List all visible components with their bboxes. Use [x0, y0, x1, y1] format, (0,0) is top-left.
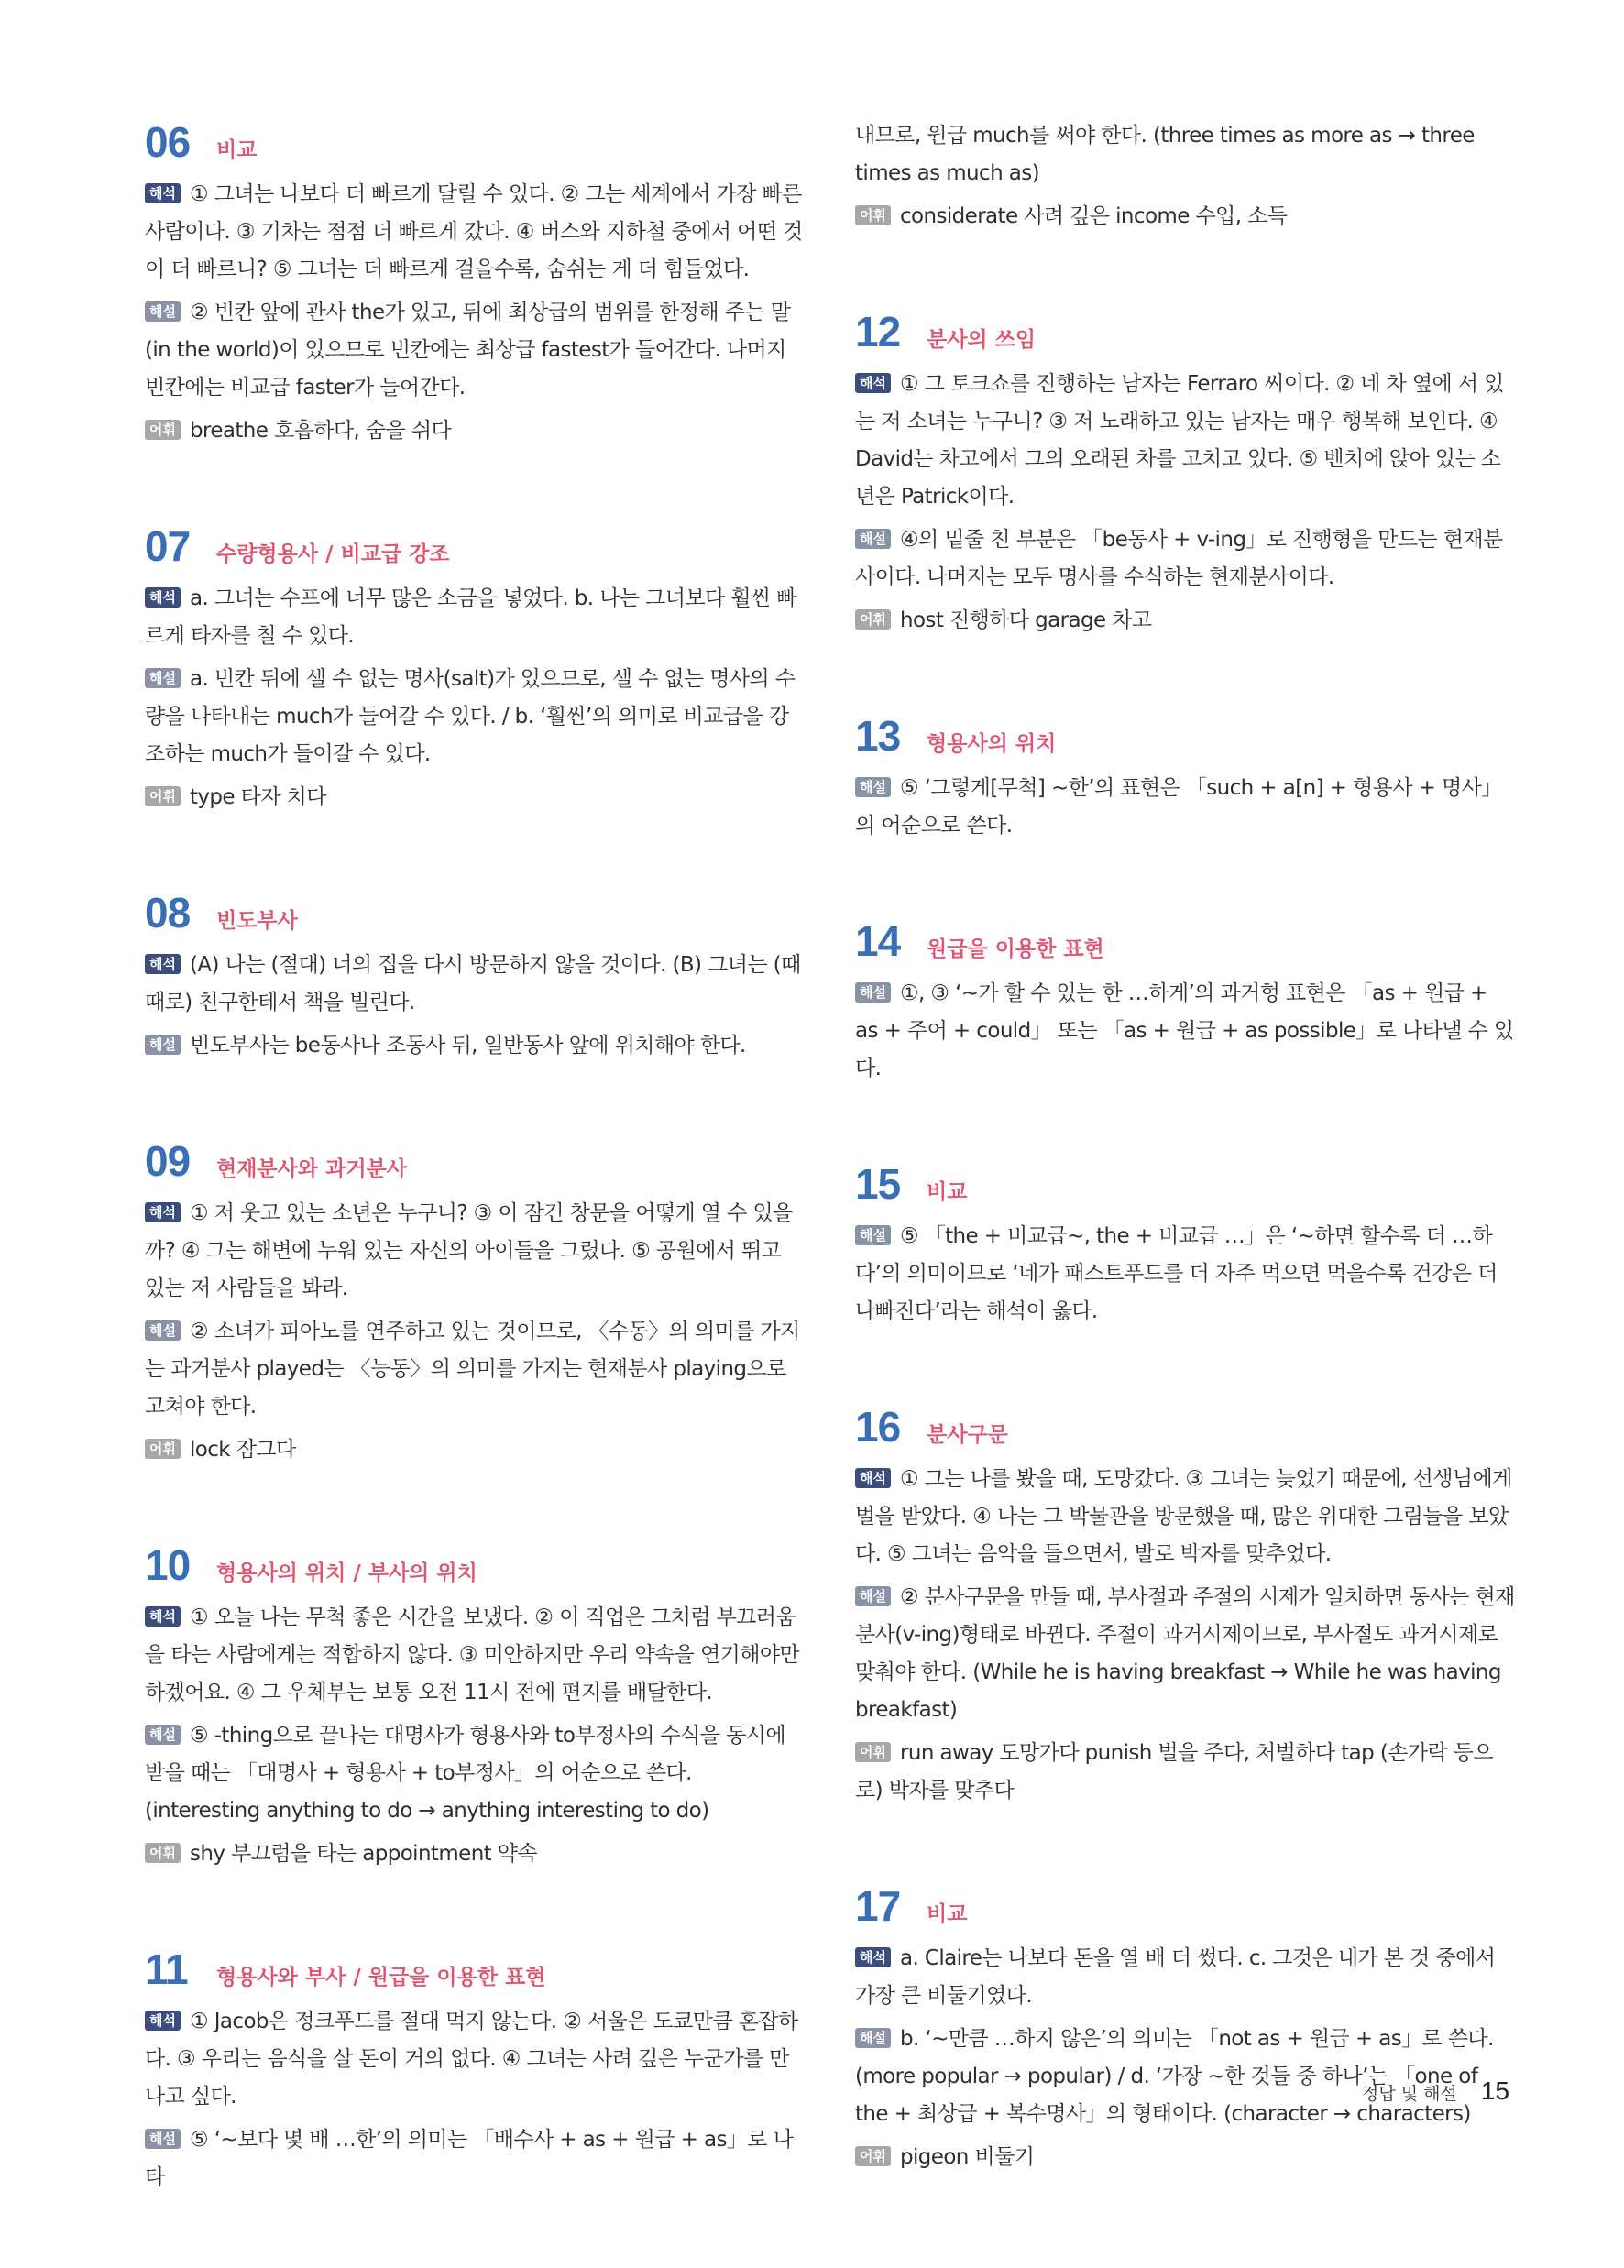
section-09: [145, 1136, 805, 1469]
section-17: [855, 1881, 1515, 2176]
explanation-label: 해설: [855, 2028, 891, 2048]
vocab-label: 어휘: [145, 420, 181, 440]
section-11: [145, 1945, 805, 2197]
vocab-paragraph: [145, 1431, 805, 1469]
section-number: 12: [855, 308, 901, 356]
translation-paragraph: [855, 366, 1515, 516]
explanation-label: 해설: [855, 1225, 891, 1245]
left-column: [145, 117, 805, 2268]
translation-paragraph: [145, 1195, 805, 1308]
section-title: 빈도부사: [216, 909, 298, 933]
section-header: [855, 1881, 1515, 1931]
paragraph-text: ⑤ -thing으로 끝나는 대명사가 형용사와 to부정사의 수식을 동시에 받을 때는 「대명사 + 형용사 + to부정사」의 어순으로 쓴다. (interesting anything to do → anything interesting to do): [145, 1724, 785, 1823]
vocab-label: 어휘: [855, 205, 891, 225]
explanation-label: 해설: [145, 668, 181, 688]
paragraph-text: ① 그는 나를 봤을 때, 도망갔다. ③ 그녀는 늦었기 때문에, 선생님에게 벌을 받았다. ④ 나는 그 박물관을 방문했을 때, 많은 위대한 그림들을 보았다. ⑤ 그녀는 음악을 들으면서, 발로 박자를 맞추었다.: [855, 1467, 1512, 1566]
explanation-paragraph: [855, 1218, 1515, 1331]
page-number: 15: [1480, 2076, 1509, 2105]
section-title: 비교: [927, 1180, 968, 1204]
paragraph-text: 빈도부사는 be동사나 조동사 뒤, 일반동사 앞에 위치해야 한다.: [189, 1034, 746, 1057]
translation-paragraph: [145, 2003, 805, 2116]
explanation-paragraph: [855, 1579, 1515, 1729]
section-title: 원급을 이용한 표현: [927, 937, 1104, 961]
translation-label: 해석: [145, 183, 181, 203]
section-title: 비교: [927, 1902, 968, 1926]
section-header: [145, 1540, 805, 1590]
section-title: 현재분사와 과거분사: [216, 1157, 407, 1181]
paragraph-text: breathe 호흡하다, 숨을 쉬다: [189, 419, 452, 443]
paragraph-text: pigeon 비둘기: [899, 2145, 1035, 2169]
paragraph-text: run away 도망가다 punish 벌을 주다, 처벌하다 tap (손가락 등으로) 박자를 맞추다: [855, 1741, 1494, 1802]
paragraph-text: ② 분사구문을 만들 때, 부사절과 주절의 시제가 일치하면 동사는 현재분사(v-ing)형태로 바뀐다. 주절이 과거시제이므로, 부사절도 과거시제로 맞춰야 한다. (While he is having breakfast → While he was having breakfast): [855, 1585, 1515, 1722]
explanation-paragraph: [145, 661, 805, 773]
section-number: 06: [145, 118, 191, 166]
continued-paragraph: 내므로, 원급 much를 써야 한다. (three times as more as → three times as much as): [855, 124, 1475, 185]
translation-label: 해석: [145, 2011, 181, 2031]
explanation-label: 해설: [855, 777, 891, 797]
section-title: 형용사와 부사 / 원급을 이용한 표현: [216, 1966, 546, 1989]
explanation-label: 해설: [145, 2129, 181, 2149]
paragraph-text: host 진행하다 garage 차고: [899, 608, 1152, 632]
explanation-label: 해설: [145, 301, 181, 322]
paragraph-text: ⑤ ‘~보다 몇 배 …한’의 의미는 「배수사 + as + 원급 + as」로 나타: [145, 2128, 794, 2189]
vocab-label: 어휘: [855, 609, 891, 630]
section-title: 형용사의 위치 / 부사의 위치: [216, 1561, 477, 1585]
paragraph-text: ① 그 토크쇼를 진행하는 남자는 Ferraro 씨이다. ② 네 차 옆에 서 있는 저 소녀는 누구니? ③ 저 노래하고 있는 남자는 매우 행복해 보인다. ④ David는 차고에서 그의 오래된 차를 고치고 있다. ⑤ 벤치에 앉아 있는 소년은 Patrick이다.: [855, 372, 1504, 509]
section-06: [145, 117, 805, 450]
section-title: 분사구문: [927, 1423, 1008, 1447]
paragraph-text: a. 그녀는 수프에 너무 많은 소금을 넣었다. b. 나는 그녀보다 훨씬 빠르게 타자를 칠 수 있다.: [145, 586, 796, 648]
explanation-label: 해설: [145, 1035, 181, 1055]
section-07: [145, 521, 805, 816]
section-number: 15: [855, 1160, 901, 1208]
explanation-label: 해설: [855, 529, 891, 549]
vocab-paragraph: [855, 198, 1515, 236]
section-number: 07: [145, 522, 191, 570]
section-13: [855, 711, 1515, 845]
section-header: [855, 307, 1515, 356]
vocab-label: 어휘: [855, 1742, 891, 1762]
paragraph-text: considerate 사려 깊은 income 수입, 소득: [899, 204, 1288, 228]
translation-label: 해석: [145, 954, 181, 974]
section-title: 비교: [216, 138, 258, 162]
explanation-paragraph: [855, 521, 1515, 597]
section-number: 08: [145, 889, 191, 937]
paragraph-text: ⑤ ‘그렇게[무척] ~한’의 표현은 「such + a[n] + 형용사 + 명사」의 어순으로 쓴다.: [855, 776, 1502, 838]
translation-paragraph: [855, 1940, 1515, 2015]
explanation-paragraph: [855, 975, 1515, 1088]
paragraph-text: ④의 밑줄 친 부분은 「be동사 + v-ing」로 진행형을 만드는 현재분사이다. 나머지는 모두 명사를 수식하는 현재분사이다.: [855, 528, 1503, 589]
translation-label: 해석: [855, 1947, 891, 1967]
section-number: 10: [145, 1541, 191, 1589]
section-header: [855, 916, 1515, 966]
paragraph-text: a. Claire는 나보다 돈을 열 배 더 썼다. c. 그것은 내가 본 것 중에서 가장 큰 비둘기였다.: [855, 1946, 1496, 2008]
right-column: [855, 117, 1515, 2248]
section-number: 16: [855, 1403, 901, 1451]
explanation-label: 해설: [855, 982, 891, 1003]
section-number: 09: [145, 1137, 191, 1185]
explanation-paragraph: [145, 2121, 805, 2197]
vocab-paragraph: [145, 779, 805, 816]
translation-label: 해석: [145, 587, 181, 608]
section-number: 11: [145, 1945, 188, 1993]
section-title: 수량형용사 / 비교급 강조: [216, 542, 450, 566]
section-header: [145, 521, 805, 571]
translation-paragraph: [855, 1461, 1515, 1573]
footer-title: 정답 및 해설: [1361, 2084, 1457, 2104]
vocab-paragraph: [855, 1735, 1515, 1810]
paragraph-text: shy 부끄럼을 타는 appointment 약속: [189, 1842, 538, 1866]
paragraph-text: ② 빈칸 앞에 관사 the가 있고, 뒤에 최상급의 범위를 한정해 주는 말(in the world)이 있으므로 빈칸에는 최상급 fastest가 들어간다. 나머지 빈칸에는 비교급 faster가 들어간다.: [145, 301, 791, 400]
explanation-paragraph: [855, 770, 1515, 845]
vocab-paragraph: [145, 412, 805, 450]
section-header: [855, 711, 1515, 761]
section-header: [145, 1136, 805, 1186]
paragraph-text: type 타자 치다: [189, 785, 326, 809]
paragraph-text: ①, ③ ‘~가 할 수 있는 한 …하게’의 과거형 표현은 「as + 원급 + as + 주어 + could」 또는 「as + 원급 + as possible」로 나타낼 수 있다.: [855, 981, 1514, 1080]
translation-label: 해석: [145, 1202, 181, 1222]
explanation-paragraph: [145, 1313, 805, 1426]
page-footer: [1362, 2076, 1509, 2106]
section-08: [145, 888, 805, 1065]
vocab-paragraph: [855, 2139, 1515, 2176]
paragraph-text: ① Jacob은 정크푸드를 절대 먹지 않는다. ② 서울은 도쿄만큼 혼잡하다. ③ 우리는 음식을 살 돈이 거의 없다. ④ 그녀는 사려 깊은 누군가를 만나고 싶다.: [145, 2010, 798, 2109]
translation-label: 해석: [145, 1606, 181, 1627]
section-number: 17: [855, 1882, 901, 1930]
paragraph-text: ① 그녀는 나보다 더 빠르게 달릴 수 있다. ② 그는 세계에서 가장 빠른 사람이다. ③ 기차는 점점 더 빠르게 갔다. ④ 버스와 지하철 중에서 어떤 것이 더 빠르니? ⑤ 그녀는 더 빠르게 걸을수록, 숨쉬는 게 더 힘들었다.: [145, 182, 803, 281]
section-number: 14: [855, 917, 901, 965]
vocab-paragraph: [855, 602, 1515, 640]
explanation-paragraph: [145, 1717, 805, 1830]
translation-paragraph: [145, 176, 805, 289]
vocab-label: 어휘: [145, 786, 181, 806]
translation-label: 해석: [855, 1468, 891, 1488]
section-number: 13: [855, 712, 901, 760]
section-header: [145, 1945, 805, 1994]
explanation-label: 해설: [145, 1725, 181, 1745]
paragraph-text: ② 소녀가 피아노를 연주하고 있는 것이므로, 〈수동〉의 의미를 가지는 과거분사 played는 〈능동〉의 의미를 가지는 현재분사 playing으로 고쳐야 한다.: [145, 1320, 800, 1419]
explanation-label: 해설: [855, 1586, 891, 1606]
explanation-paragraph: [145, 294, 805, 407]
paragraph-text: (A) 나는 (절대) 너의 집을 다시 방문하지 않을 것이다. (B) 그녀는 (때때로) 친구한테서 책을 빌린다.: [145, 953, 801, 1014]
vocab-label: 어휘: [145, 1843, 181, 1863]
paragraph-text: a. 빈칸 뒤에 셀 수 없는 명사(salt)가 있으므로, 셀 수 없는 명사의 수량을 나타내는 much가 들어갈 수 있다. / b. ‘훨씬’의 의미로 비교급을 강조하는 much가 들어갈 수 있다.: [145, 667, 796, 766]
vocab-label: 어휘: [145, 1439, 181, 1459]
section-title: 형용사의 위치: [927, 732, 1057, 756]
section-header: [855, 1159, 1515, 1209]
paragraph-text: b. ‘~만큼 …하지 않은’의 의미는 「not as + 원급 + as」로 쓴다. (more popular → popular) / d. ‘가장 ~한 것들 중 하나’는 「one of the + 최상급 + 복수명사」의 형태이다. (character → characters): [855, 2027, 1494, 2126]
explanation-label: 해설: [145, 1320, 181, 1341]
translation-label: 해석: [855, 373, 891, 393]
section-14: [855, 916, 1515, 1088]
section-header: [145, 888, 805, 937]
paragraph-text: ⑤ 「the + 비교급~, the + 비교급 …」은 ‘~하면 할수록 더 …하다’의 의미이므로 ‘네가 패스트푸드를 더 자주 먹으면 먹을수록 건강은 더 나빠진다’라는 해석이 옳다.: [855, 1224, 1498, 1323]
section-15: [855, 1159, 1515, 1331]
section-16: [855, 1402, 1515, 1810]
section-title: 분사의 쓰임: [927, 328, 1037, 352]
translation-paragraph: [145, 947, 805, 1022]
translation-paragraph: [145, 1599, 805, 1712]
paragraph-text: ① 저 웃고 있는 소년은 누구니? ③ 이 잠긴 창문을 어떻게 열 수 있을까? ④ 그는 해변에 누워 있는 자신의 아이들을 그렸다. ⑤ 공원에서 뛰고 있는 저 사람들을 봐라.: [145, 1201, 793, 1300]
translation-paragraph: [145, 580, 805, 655]
explanation-paragraph: [145, 1027, 805, 1065]
section-header: [855, 1402, 1515, 1452]
section-header: [145, 117, 805, 167]
section-10: [145, 1540, 805, 1873]
vocab-label: 어휘: [855, 2146, 891, 2166]
paragraph-text: lock 잠그다: [189, 1438, 296, 1462]
paragraph-text: ① 오늘 나는 무척 좋은 시간을 보냈다. ② 이 직업은 그처럼 부끄러움을 타는 사람에게는 적합하지 않다. ③ 미안하지만 우리 약속을 연기해야만 하겠어요. ④ 그 우체부는 보통 오전 11시 전에 편지를 배달한다.: [145, 1605, 800, 1704]
section-11-continued: [855, 117, 1515, 236]
vocab-paragraph: [145, 1835, 805, 1873]
section-12: [855, 307, 1515, 640]
